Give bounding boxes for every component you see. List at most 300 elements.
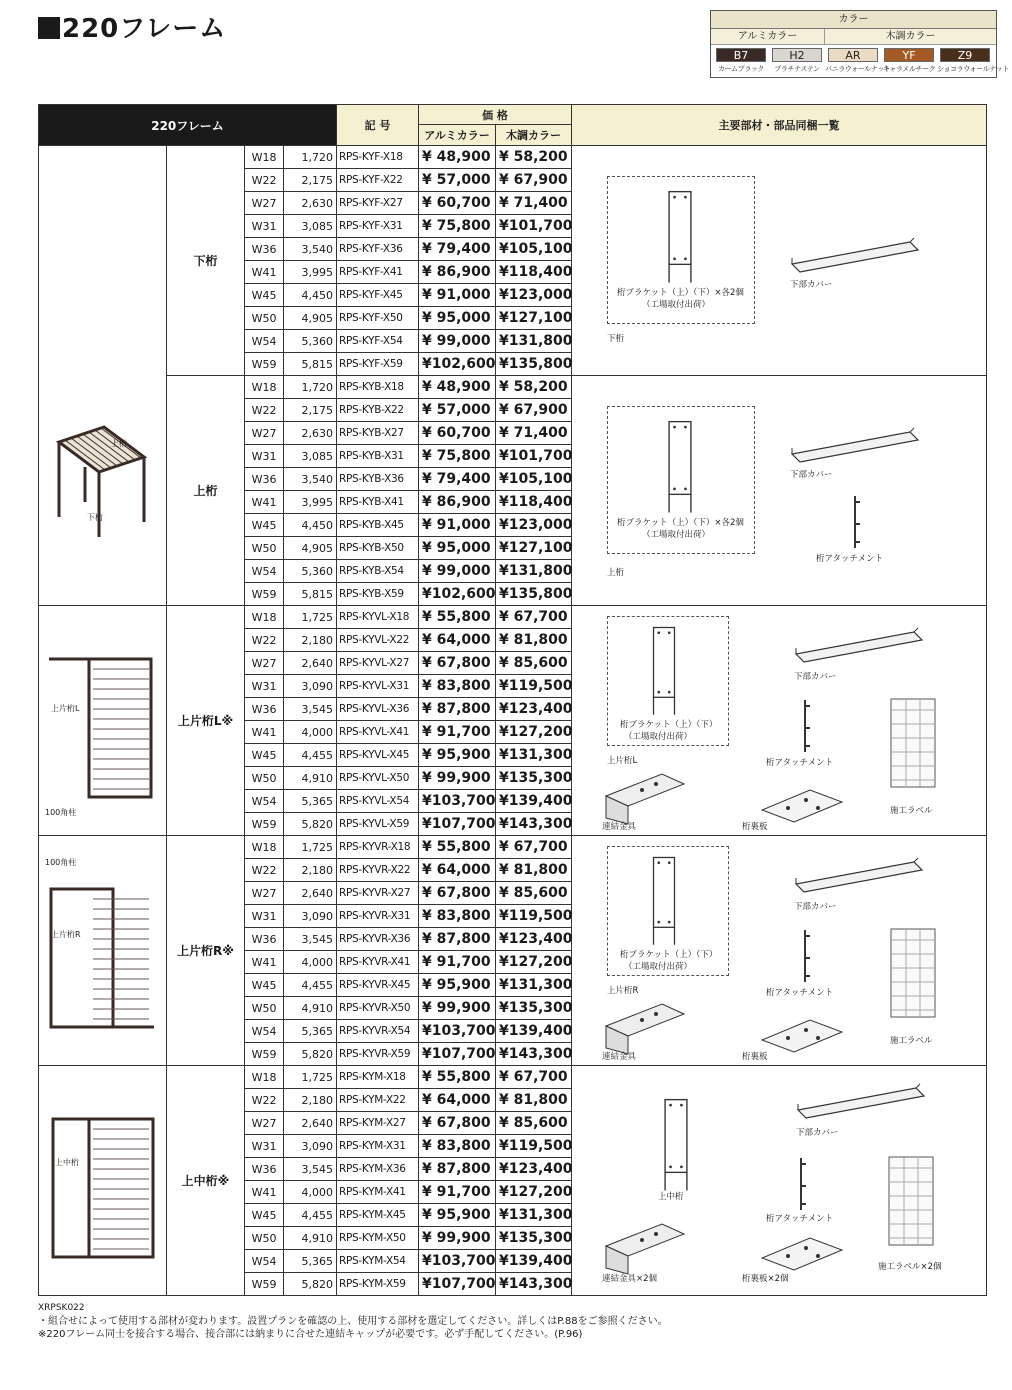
footer-note-2: ※220フレーム同士を接合する場合、接合部には納まりに合せた連結キャップが必要です。必ず手配してください。(P.96) xyxy=(38,1329,583,1340)
product-code: RPS-KYB-X41 xyxy=(337,491,419,514)
product-code: RPS-KYVL-X18 xyxy=(337,606,419,629)
bracket-icon xyxy=(656,1096,696,1196)
alu-price: ¥103,700 xyxy=(419,1250,496,1273)
length-mm: 4,905 xyxy=(284,307,337,330)
wood-price: ¥ 58,200 xyxy=(496,376,572,399)
alu-price: ¥ 99,900 xyxy=(419,767,496,790)
product-code: RPS-KYVR-X36 xyxy=(337,928,419,951)
illustration-label: 上桁 xyxy=(111,438,127,448)
illustration-label: 100角柱 xyxy=(45,857,77,867)
part-label: 桁裏板 xyxy=(742,822,768,832)
product-code: RPS-KYB-X50 xyxy=(337,537,419,560)
back-plate-icon xyxy=(758,786,844,826)
product-code: RPS-KYM-X18 xyxy=(337,1066,419,1089)
footer-code: XRPSK022 xyxy=(38,1303,85,1313)
attachment-icon xyxy=(798,928,812,984)
product-code: RPS-KYVR-X31 xyxy=(337,905,419,928)
product-code: RPS-KYM-X45 xyxy=(337,1204,419,1227)
swatch-code: H2 xyxy=(772,48,822,62)
back-plate-icon xyxy=(758,1016,844,1056)
alu-price: ¥ 60,700 xyxy=(419,422,496,445)
attachment-icon xyxy=(798,698,812,754)
width-code: W54 xyxy=(245,330,284,353)
alu-price: ¥ 48,900 xyxy=(419,376,496,399)
length-mm: 2,175 xyxy=(284,169,337,192)
wood-price: ¥143,300 xyxy=(496,1273,572,1296)
length-mm: 2,180 xyxy=(284,859,337,882)
length-mm: 5,815 xyxy=(284,583,337,606)
length-mm: 4,910 xyxy=(284,767,337,790)
part-label: 下部カバー xyxy=(796,1128,839,1138)
length-mm: 3,540 xyxy=(284,238,337,261)
price-header: 価 格 xyxy=(419,105,572,125)
part-label: 連結金具 xyxy=(602,1052,637,1062)
product-code: RPS-KYF-X50 xyxy=(337,307,419,330)
length-mm: 5,820 xyxy=(284,813,337,836)
product-code: RPS-KYVL-X54 xyxy=(337,790,419,813)
product-code: RPS-KYB-X22 xyxy=(337,399,419,422)
length-mm: 2,180 xyxy=(284,629,337,652)
joint-fitting-icon xyxy=(602,996,688,1056)
length-mm: 1,725 xyxy=(284,606,337,629)
bracket-icon xyxy=(660,188,700,288)
width-code: W45 xyxy=(245,284,284,307)
wood-price: ¥119,500 xyxy=(496,1135,572,1158)
width-code: W41 xyxy=(245,951,284,974)
product-code: RPS-KYF-X45 xyxy=(337,284,419,307)
width-code: W27 xyxy=(245,422,284,445)
lower-cover-icon xyxy=(790,236,920,276)
parts-list xyxy=(572,606,987,836)
alu-price: ¥ 95,000 xyxy=(419,307,496,330)
wood-price: ¥123,400 xyxy=(496,698,572,721)
alu-price: ¥ 60,700 xyxy=(419,192,496,215)
frame-type-label: 上桁 xyxy=(167,376,245,606)
title-square-icon xyxy=(38,17,60,39)
alu-price: ¥ 91,700 xyxy=(419,721,496,744)
length-mm: 2,630 xyxy=(284,422,337,445)
swatch-name: カームブラック xyxy=(717,65,765,73)
lower-cover-icon xyxy=(794,626,924,666)
wood-price: ¥127,200 xyxy=(496,951,572,974)
color-swatch xyxy=(713,48,769,74)
price-table xyxy=(38,104,987,1296)
width-code: W36 xyxy=(245,468,284,491)
table-row xyxy=(39,1066,987,1089)
length-mm: 3,545 xyxy=(284,1158,337,1181)
width-code: W36 xyxy=(245,1158,284,1181)
length-mm: 5,820 xyxy=(284,1043,337,1066)
alu-price: ¥ 48,900 xyxy=(419,146,496,169)
width-code: W22 xyxy=(245,629,284,652)
length-mm: 1,720 xyxy=(284,146,337,169)
product-code: RPS-KYM-X41 xyxy=(337,1181,419,1204)
part-label: 上片桁L xyxy=(607,756,638,766)
length-mm: 5,365 xyxy=(284,1020,337,1043)
width-code: W31 xyxy=(245,905,284,928)
group-illustration xyxy=(39,1066,167,1296)
wood-price: ¥ 81,800 xyxy=(496,629,572,652)
width-code: W50 xyxy=(245,997,284,1020)
alu-price: ¥ 55,800 xyxy=(419,1066,496,1089)
width-code: W31 xyxy=(245,675,284,698)
product-code: RPS-KYVL-X59 xyxy=(337,813,419,836)
product-code: RPS-KYM-X54 xyxy=(337,1250,419,1273)
product-code: RPS-KYF-X22 xyxy=(337,169,419,192)
swatch-list xyxy=(711,45,1009,74)
product-code: RPS-KYVL-X22 xyxy=(337,629,419,652)
alu-price: ¥ 83,800 xyxy=(419,675,496,698)
product-code: RPS-KYM-X27 xyxy=(337,1112,419,1135)
product-code: RPS-KYVR-X22 xyxy=(337,859,419,882)
length-mm: 5,360 xyxy=(284,330,337,353)
product-code: RPS-KYB-X27 xyxy=(337,422,419,445)
width-code: W36 xyxy=(245,238,284,261)
parts-list xyxy=(572,376,987,606)
swatch-name: ショコラウォールナット xyxy=(937,65,1009,73)
wood-price: ¥ 85,600 xyxy=(496,1112,572,1135)
illustration-label: 下桁 xyxy=(87,512,103,522)
length-mm: 2,640 xyxy=(284,882,337,905)
product-code: RPS-KYM-X36 xyxy=(337,1158,419,1181)
width-code: W59 xyxy=(245,583,284,606)
width-code: W45 xyxy=(245,1204,284,1227)
wood-price: ¥105,100 xyxy=(496,238,572,261)
alu-price: ¥ 91,000 xyxy=(419,284,496,307)
width-code: W59 xyxy=(245,1043,284,1066)
width-code: W22 xyxy=(245,399,284,422)
part-label: 施工ラベル xyxy=(890,806,933,816)
part-label: （工場取付出荷） xyxy=(642,300,711,310)
illustration-label: 上片桁L xyxy=(51,703,80,713)
length-mm: 3,540 xyxy=(284,468,337,491)
length-mm: 5,365 xyxy=(284,1250,337,1273)
width-code: W45 xyxy=(245,974,284,997)
swatch-code: Z9 xyxy=(940,48,990,62)
alu-price: ¥ 99,000 xyxy=(419,330,496,353)
wood-price: ¥135,300 xyxy=(496,1227,572,1250)
wood-price: ¥123,000 xyxy=(496,514,572,537)
wood-price: ¥127,100 xyxy=(496,307,572,330)
wood-price: ¥127,100 xyxy=(496,537,572,560)
product-code: RPS-KYF-X54 xyxy=(337,330,419,353)
frame-type-label: 上中桁※ xyxy=(167,1066,245,1296)
alu-price: ¥103,700 xyxy=(419,790,496,813)
width-code: W31 xyxy=(245,215,284,238)
alu-price: ¥ 79,400 xyxy=(419,468,496,491)
width-code: W36 xyxy=(245,698,284,721)
length-mm: 1,720 xyxy=(284,376,337,399)
length-mm: 4,455 xyxy=(284,744,337,767)
alu-price: ¥102,600 xyxy=(419,353,496,376)
alu-price: ¥ 87,800 xyxy=(419,698,496,721)
product-code: RPS-KYVR-X41 xyxy=(337,951,419,974)
swatch-name: プラチナステン xyxy=(774,65,820,73)
product-code: RPS-KYVR-X50 xyxy=(337,997,419,1020)
bracket-icon xyxy=(644,854,684,950)
alu-price: ¥ 95,900 xyxy=(419,1204,496,1227)
width-code: W41 xyxy=(245,1181,284,1204)
frame-plan-icon xyxy=(49,881,159,1036)
part-label: 下部カバー xyxy=(794,672,837,682)
length-mm: 3,995 xyxy=(284,261,337,284)
width-code: W27 xyxy=(245,882,284,905)
alu-price: ¥ 67,800 xyxy=(419,1112,496,1135)
alu-price: ¥ 55,800 xyxy=(419,606,496,629)
wood-price: ¥131,300 xyxy=(496,744,572,767)
length-mm: 4,000 xyxy=(284,1181,337,1204)
attachment-icon xyxy=(848,494,862,550)
width-code: W59 xyxy=(245,353,284,376)
length-mm: 2,180 xyxy=(284,1089,337,1112)
alu-price: ¥ 57,000 xyxy=(419,169,496,192)
length-mm: 3,085 xyxy=(284,445,337,468)
symbol-header: 記 号 xyxy=(337,105,419,146)
width-code: W18 xyxy=(245,606,284,629)
alu-price-header: アルミカラー xyxy=(419,125,496,146)
width-code: W27 xyxy=(245,192,284,215)
wood-price: ¥ 67,700 xyxy=(496,606,572,629)
length-mm: 2,640 xyxy=(284,652,337,675)
swatch-code: B7 xyxy=(716,48,766,62)
length-mm: 3,085 xyxy=(284,215,337,238)
length-mm: 3,090 xyxy=(284,905,337,928)
illustration-label: 上片桁R xyxy=(51,929,81,939)
wood-price: ¥ 58,200 xyxy=(496,146,572,169)
length-mm: 2,640 xyxy=(284,1112,337,1135)
frame-plan-icon xyxy=(49,651,159,806)
width-code: W36 xyxy=(245,928,284,951)
part-label: 施工ラベル×2個 xyxy=(878,1262,942,1272)
part-label: （工場取付出荷） xyxy=(624,732,693,742)
wood-price: ¥139,400 xyxy=(496,1020,572,1043)
attachment-icon xyxy=(794,1156,808,1212)
lower-cover-icon xyxy=(790,426,920,466)
width-code: W22 xyxy=(245,1089,284,1112)
parts-list xyxy=(572,836,987,1066)
wood-price: ¥ 71,400 xyxy=(496,192,572,215)
product-code: RPS-KYVR-X27 xyxy=(337,882,419,905)
illustration-label: 100角柱 xyxy=(45,807,77,817)
product-code: RPS-KYVL-X50 xyxy=(337,767,419,790)
alu-price: ¥ 64,000 xyxy=(419,859,496,882)
wood-price: ¥105,100 xyxy=(496,468,572,491)
wood-price: ¥131,300 xyxy=(496,974,572,997)
product-code: RPS-KYVL-X45 xyxy=(337,744,419,767)
wood-price: ¥143,300 xyxy=(496,813,572,836)
wood-price: ¥123,400 xyxy=(496,1158,572,1181)
product-code: RPS-KYM-X31 xyxy=(337,1135,419,1158)
alu-price: ¥ 83,800 xyxy=(419,1135,496,1158)
product-code: RPS-KYM-X22 xyxy=(337,1089,419,1112)
wood-price: ¥101,700 xyxy=(496,445,572,468)
wood-price: ¥ 85,600 xyxy=(496,652,572,675)
alu-price: ¥ 86,900 xyxy=(419,261,496,284)
wood-price: ¥119,500 xyxy=(496,905,572,928)
parts-list xyxy=(572,146,987,376)
alu-price: ¥107,700 xyxy=(419,1043,496,1066)
part-label: 上中桁 xyxy=(658,1192,684,1202)
alu-price: ¥ 87,800 xyxy=(419,928,496,951)
alu-price: ¥ 91,700 xyxy=(419,951,496,974)
alu-price: ¥103,700 xyxy=(419,1020,496,1043)
illustration-label: 上中桁 xyxy=(55,1157,79,1167)
alu-price: ¥ 75,800 xyxy=(419,215,496,238)
joint-fitting-icon xyxy=(602,766,688,826)
install-label-icon xyxy=(888,1156,934,1246)
length-mm: 4,455 xyxy=(284,1204,337,1227)
width-code: W54 xyxy=(245,790,284,813)
length-mm: 4,455 xyxy=(284,974,337,997)
length-mm: 3,545 xyxy=(284,698,337,721)
alu-price: ¥102,600 xyxy=(419,583,496,606)
length-mm: 2,175 xyxy=(284,399,337,422)
wood-price: ¥101,700 xyxy=(496,215,572,238)
alu-price: ¥ 75,800 xyxy=(419,445,496,468)
part-label: 上桁 xyxy=(607,568,625,578)
swatch-name: バニラウォールナット xyxy=(825,65,891,73)
product-code: RPS-KYB-X18 xyxy=(337,376,419,399)
alu-price: ¥ 64,000 xyxy=(419,1089,496,1112)
wood-price: ¥131,800 xyxy=(496,560,572,583)
length-mm: 4,000 xyxy=(284,951,337,974)
width-code: W59 xyxy=(245,1273,284,1296)
part-label: 下桁 xyxy=(607,334,625,344)
length-mm: 4,910 xyxy=(284,997,337,1020)
table-row xyxy=(39,376,987,399)
alu-price: ¥ 57,000 xyxy=(419,399,496,422)
part-label: 連結金具 xyxy=(602,822,637,832)
part-label: 桁裏板×2個 xyxy=(742,1274,789,1284)
alu-price: ¥ 67,800 xyxy=(419,882,496,905)
product-code: RPS-KYVL-X27 xyxy=(337,652,419,675)
wood-color-label: 木調カラー xyxy=(825,29,996,44)
product-code: RPS-KYM-X50 xyxy=(337,1227,419,1250)
width-code: W18 xyxy=(245,1066,284,1089)
width-code: W18 xyxy=(245,376,284,399)
part-label: 桁アタッチメント xyxy=(766,1214,834,1224)
product-code: RPS-KYB-X45 xyxy=(337,514,419,537)
wood-price: ¥143,300 xyxy=(496,1043,572,1066)
frame-type-label: 下桁 xyxy=(167,146,245,376)
width-code: W50 xyxy=(245,307,284,330)
frame-type-label: 上片桁L※ xyxy=(167,606,245,836)
alu-price: ¥ 91,000 xyxy=(419,514,496,537)
length-mm: 5,365 xyxy=(284,790,337,813)
back-plate-icon xyxy=(758,1234,844,1274)
length-mm: 4,450 xyxy=(284,514,337,537)
bracket-icon xyxy=(644,624,684,720)
alu-price: ¥ 86,900 xyxy=(419,491,496,514)
length-mm: 1,725 xyxy=(284,836,337,859)
width-code: W54 xyxy=(245,560,284,583)
length-mm: 3,545 xyxy=(284,928,337,951)
color-swatch xyxy=(769,48,825,74)
wood-price: ¥135,800 xyxy=(496,583,572,606)
wood-price: ¥119,500 xyxy=(496,675,572,698)
wood-price: ¥ 81,800 xyxy=(496,859,572,882)
part-label: （工場取付出荷） xyxy=(642,530,711,540)
length-mm: 5,815 xyxy=(284,353,337,376)
width-code: W50 xyxy=(245,537,284,560)
length-mm: 5,360 xyxy=(284,560,337,583)
color-legend-header: カラー xyxy=(711,11,996,29)
alu-price: ¥ 91,700 xyxy=(419,1181,496,1204)
part-label: 桁ブラケット（上）（下）×各2個 xyxy=(617,518,744,528)
width-code: W31 xyxy=(245,1135,284,1158)
wood-price: ¥127,200 xyxy=(496,1181,572,1204)
wood-price: ¥118,400 xyxy=(496,261,572,284)
alu-price: ¥ 95,900 xyxy=(419,974,496,997)
wood-price: ¥135,300 xyxy=(496,767,572,790)
part-label: 桁裏板 xyxy=(742,1052,768,1062)
width-code: W22 xyxy=(245,859,284,882)
wood-price: ¥123,000 xyxy=(496,284,572,307)
wood-price: ¥135,300 xyxy=(496,997,572,1020)
swatch-code: YF xyxy=(884,48,934,62)
length-mm: 4,000 xyxy=(284,721,337,744)
frame-header: 220フレーム xyxy=(39,105,337,146)
length-mm: 4,905 xyxy=(284,537,337,560)
part-label: 下部カバー xyxy=(794,902,837,912)
length-mm: 2,630 xyxy=(284,192,337,215)
part-label: 桁ブラケット（上）（下） xyxy=(620,950,718,960)
wood-price: ¥ 67,700 xyxy=(496,1066,572,1089)
wood-price: ¥139,400 xyxy=(496,1250,572,1273)
part-label: 桁アタッチメント xyxy=(766,758,834,768)
table-row xyxy=(39,606,987,629)
joint-fitting-icon xyxy=(602,1216,688,1276)
frame-type-label: 上片桁R※ xyxy=(167,836,245,1066)
part-label: 下部カバー xyxy=(790,470,833,480)
group-illustration xyxy=(39,606,167,836)
alu-price: ¥ 99,900 xyxy=(419,1227,496,1250)
swatch-code: AR xyxy=(828,48,878,62)
product-code: RPS-KYVL-X41 xyxy=(337,721,419,744)
alu-color-label: アルミカラー xyxy=(711,29,825,44)
length-mm: 3,090 xyxy=(284,675,337,698)
parts-list xyxy=(572,1066,987,1296)
width-code: W18 xyxy=(245,146,284,169)
table-row xyxy=(39,836,987,859)
part-label: 桁アタッチメント xyxy=(816,554,884,564)
width-code: W27 xyxy=(245,652,284,675)
color-swatch xyxy=(825,48,891,74)
parts-header: 主要部材・部品同梱一覧 xyxy=(572,105,987,146)
alu-price: ¥ 99,900 xyxy=(419,997,496,1020)
alu-price: ¥ 64,000 xyxy=(419,629,496,652)
color-swatch xyxy=(881,48,937,74)
width-code: W31 xyxy=(245,445,284,468)
install-label-icon xyxy=(890,928,936,1018)
wood-price: ¥127,200 xyxy=(496,721,572,744)
color-swatch xyxy=(937,48,1009,74)
footer-note-1: ・組合せによって使用する部材が変わります。設置プランを確認の上、使用する部材を選定してください。詳しくはP.88をご参照ください。 xyxy=(38,1316,668,1327)
part-label: 連結金具×2個 xyxy=(602,1274,658,1284)
wood-price: ¥ 67,700 xyxy=(496,836,572,859)
product-code: RPS-KYVR-X18 xyxy=(337,836,419,859)
length-mm: 1,725 xyxy=(284,1066,337,1089)
part-label: 上片桁R xyxy=(607,986,639,996)
length-mm: 5,820 xyxy=(284,1273,337,1296)
alu-price: ¥ 95,900 xyxy=(419,744,496,767)
swatch-name: キャラメルチーク xyxy=(882,65,936,73)
install-label-icon xyxy=(890,698,936,788)
product-code: RPS-KYF-X18 xyxy=(337,146,419,169)
wood-price: ¥139,400 xyxy=(496,790,572,813)
alu-price: ¥107,700 xyxy=(419,1273,496,1296)
footer-notes xyxy=(38,1302,668,1341)
